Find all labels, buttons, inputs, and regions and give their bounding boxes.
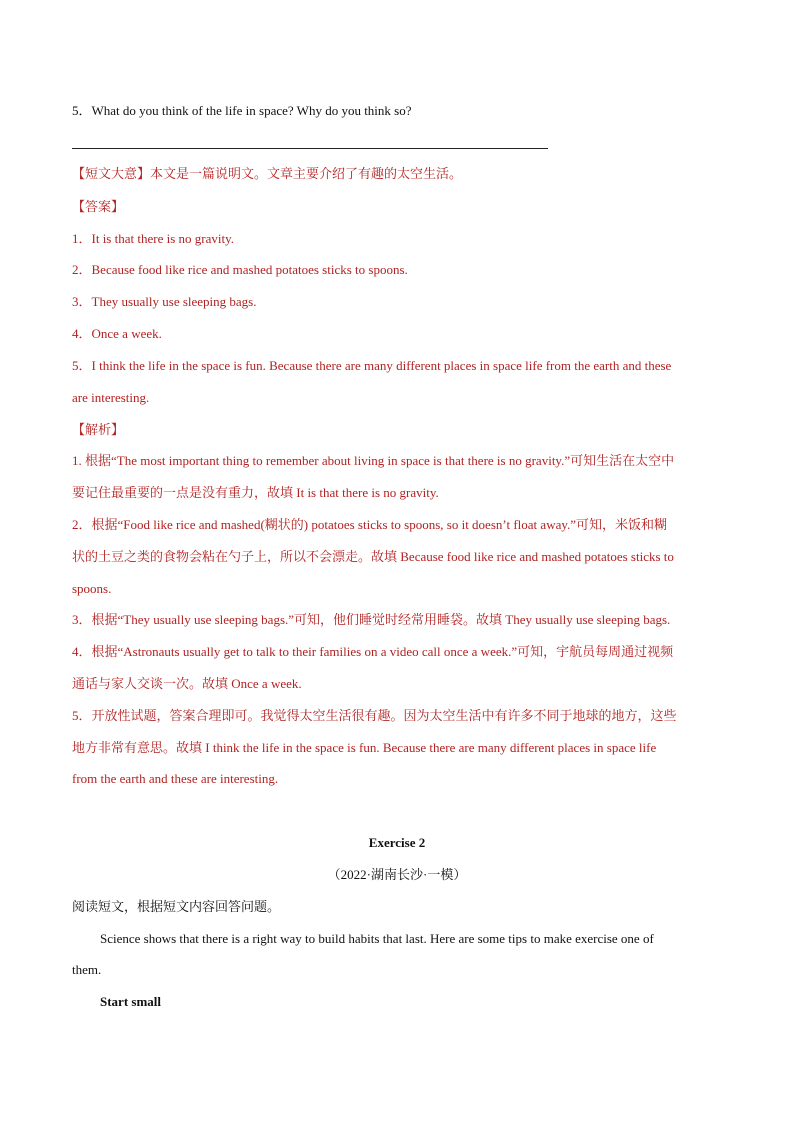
analysis-line: 4．根据“Astronauts usually get to talk to their families on a video call once a week.”可知，宇航员每周通过视频 bbox=[72, 644, 674, 659]
analysis-line: spoons. bbox=[72, 581, 112, 596]
analysis-line: 2．根据“Food like rice and mashed(糊状的) potatoes sticks to spoons, so it doesn’t float away.”可知，米饭和糊 bbox=[72, 517, 668, 532]
answer-blank-line bbox=[72, 148, 548, 149]
exercise-title: Exercise 2 bbox=[368, 835, 426, 850]
answer-2: 2．Because food like rice and mashed potatoes sticks to spoons. bbox=[72, 262, 408, 277]
analysis-line: 通话与家人交谈一次。故填 Once a week. bbox=[72, 676, 302, 691]
answer-3: 3．They usually use sleeping bags. bbox=[72, 294, 257, 309]
passage-line: them. bbox=[72, 962, 102, 977]
question-5: 5．What do you think of the life in space? Why do you think so? bbox=[72, 103, 412, 118]
answer-5: 5．I think the life in the space is fun. Because there are many different places in space life from the earth and these bbox=[72, 358, 672, 373]
analysis-line: 5．开放性试题，答案合理即可。我觉得太空生活很有趣。因为太空生活中有许多不同于地球的地方，这些 bbox=[72, 708, 677, 723]
answer-5-continued: are interesting. bbox=[72, 390, 150, 405]
analysis-heading: 【解析】 bbox=[72, 422, 125, 437]
analysis-line: from the earth and these are interesting. bbox=[72, 771, 279, 786]
answer-1: 1．It is that there is no gravity. bbox=[72, 231, 234, 246]
exercise-source: （2022·湖南长沙·一模） bbox=[327, 867, 467, 882]
analysis-line: 地方非常有意思。故填 I think the life in the space is fun. Because there are many different places in space life bbox=[72, 740, 657, 755]
summary-text: 【短文大意】本文是一篇说明文。文章主要介绍了有趣的太空生活。 bbox=[72, 166, 463, 181]
answer-heading: 【答案】 bbox=[72, 199, 125, 214]
passage-line: Science shows that there is a right way to build habits that last. Here are some tips to make exercise one of bbox=[100, 931, 654, 946]
summary bbox=[72, 165, 722, 183]
analysis-line: 要记住最重要的一点是没有重力，故填 It is that there is no gravity. bbox=[72, 485, 439, 500]
instruction: 阅读短文，根据短文内容回答问题。 bbox=[72, 899, 281, 914]
analysis-line: 3．根据“They usually use sleeping bags.”可知，他们睡觉时经常用睡袋。故填 They usually use sleeping bags. bbox=[72, 612, 671, 627]
analysis-line: 1. 根据“The most important thing to remember about living in space is that there is no gravity.”可知生活在太空中 bbox=[72, 453, 675, 468]
analysis-line: 状的土豆之类的食物会粘在勺子上，所以不会漂走。故填 Because food like rice and mashed potatoes sticks to bbox=[72, 549, 674, 564]
answer-4: 4．Once a week. bbox=[72, 326, 162, 341]
subheading: Start small bbox=[100, 994, 162, 1009]
